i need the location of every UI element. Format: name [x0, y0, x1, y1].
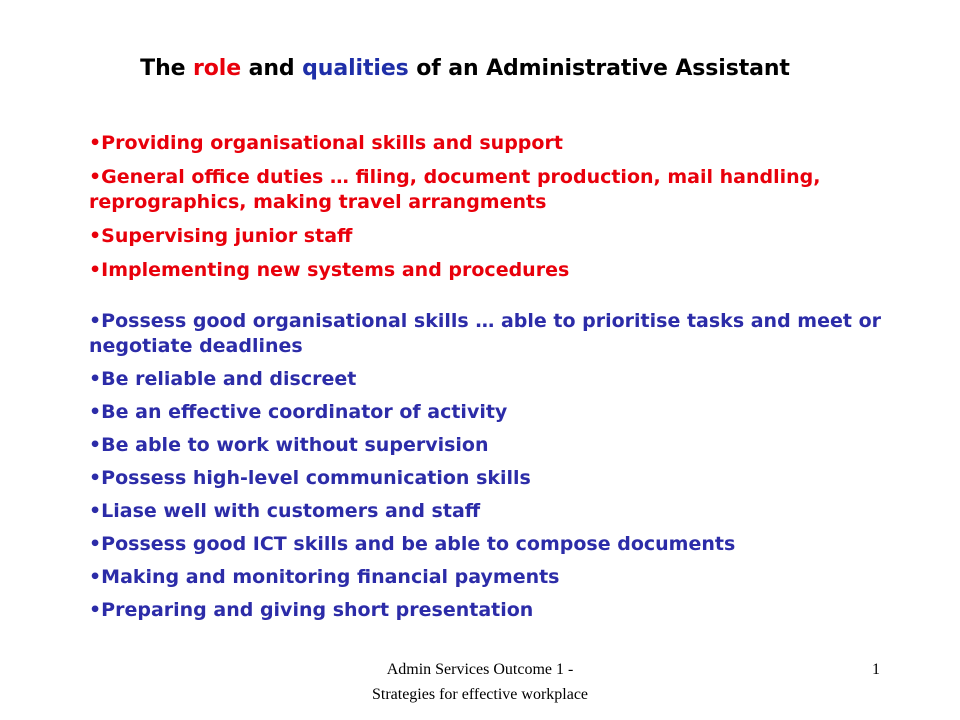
list-item-text: Implementing new systems and procedures: [101, 259, 570, 281]
list-item-text: Possess good organisational skills … able to prioritise tasks and meet or negotiate deadlines: [89, 310, 881, 357]
list-item: [89, 499, 889, 524]
qualities-list: [89, 309, 889, 631]
footer-line-2: Strategies for effective workplace: [371, 686, 589, 703]
list-item-text: Preparing and giving short presentation: [101, 599, 534, 621]
bullet: •: [89, 368, 102, 390]
list-item: [89, 565, 889, 590]
list-item-text: Be an effective coordinator of activity: [101, 401, 508, 423]
list-item: [89, 367, 889, 392]
list-item: [89, 598, 889, 623]
title-part-2: and: [241, 56, 303, 81]
title-part-1: The: [140, 56, 194, 81]
bullet: •: [89, 310, 102, 332]
bullet: •: [89, 401, 102, 423]
list-item: [89, 532, 889, 557]
list-item-text: Providing organisational skills and support: [101, 132, 563, 154]
list-item-text: Making and monitoring financial payments: [101, 566, 560, 588]
bullet: •: [89, 566, 102, 588]
list-item: [89, 131, 879, 156]
bullet: •: [89, 467, 102, 489]
role-list: [89, 131, 879, 292]
bullet: •: [89, 434, 102, 456]
bullet: •: [89, 533, 102, 555]
list-item-text: General office duties … filing, document production, mail handling, reprographics, making travel arrangments: [89, 166, 821, 213]
list-item: [89, 224, 879, 249]
title-part-3: of an Administrative Assistant: [408, 56, 790, 81]
list-item: [89, 400, 889, 425]
bullet: •: [89, 259, 102, 281]
list-item-text: Liase well with customers and staff: [101, 500, 481, 522]
page-number: 1: [872, 661, 880, 678]
footer-line-1: Admin Services Outcome 1 -: [386, 661, 574, 678]
list-item-text: Supervising junior staff: [101, 225, 353, 247]
list-item-text: Possess good ICT skills and be able to compose documents: [101, 533, 736, 555]
list-item: [89, 309, 889, 359]
bullet: •: [89, 225, 102, 247]
list-item: [89, 258, 879, 283]
list-item-text: Be reliable and discreet: [101, 368, 357, 390]
list-item: [89, 466, 889, 491]
title-qualities-word: qualities: [302, 56, 409, 81]
slide-footer: [300, 657, 660, 707]
bullet: •: [89, 132, 102, 154]
bullet: •: [89, 500, 102, 522]
list-item-text: Be able to work without supervision: [101, 434, 489, 456]
list-item: [89, 165, 879, 215]
slide-title: [0, 56, 930, 81]
bullet: •: [89, 599, 102, 621]
list-item-text: Possess high-level communication skills: [101, 467, 531, 489]
list-item: [89, 433, 889, 458]
title-role-word: role: [193, 56, 242, 81]
bullet: •: [89, 166, 102, 188]
